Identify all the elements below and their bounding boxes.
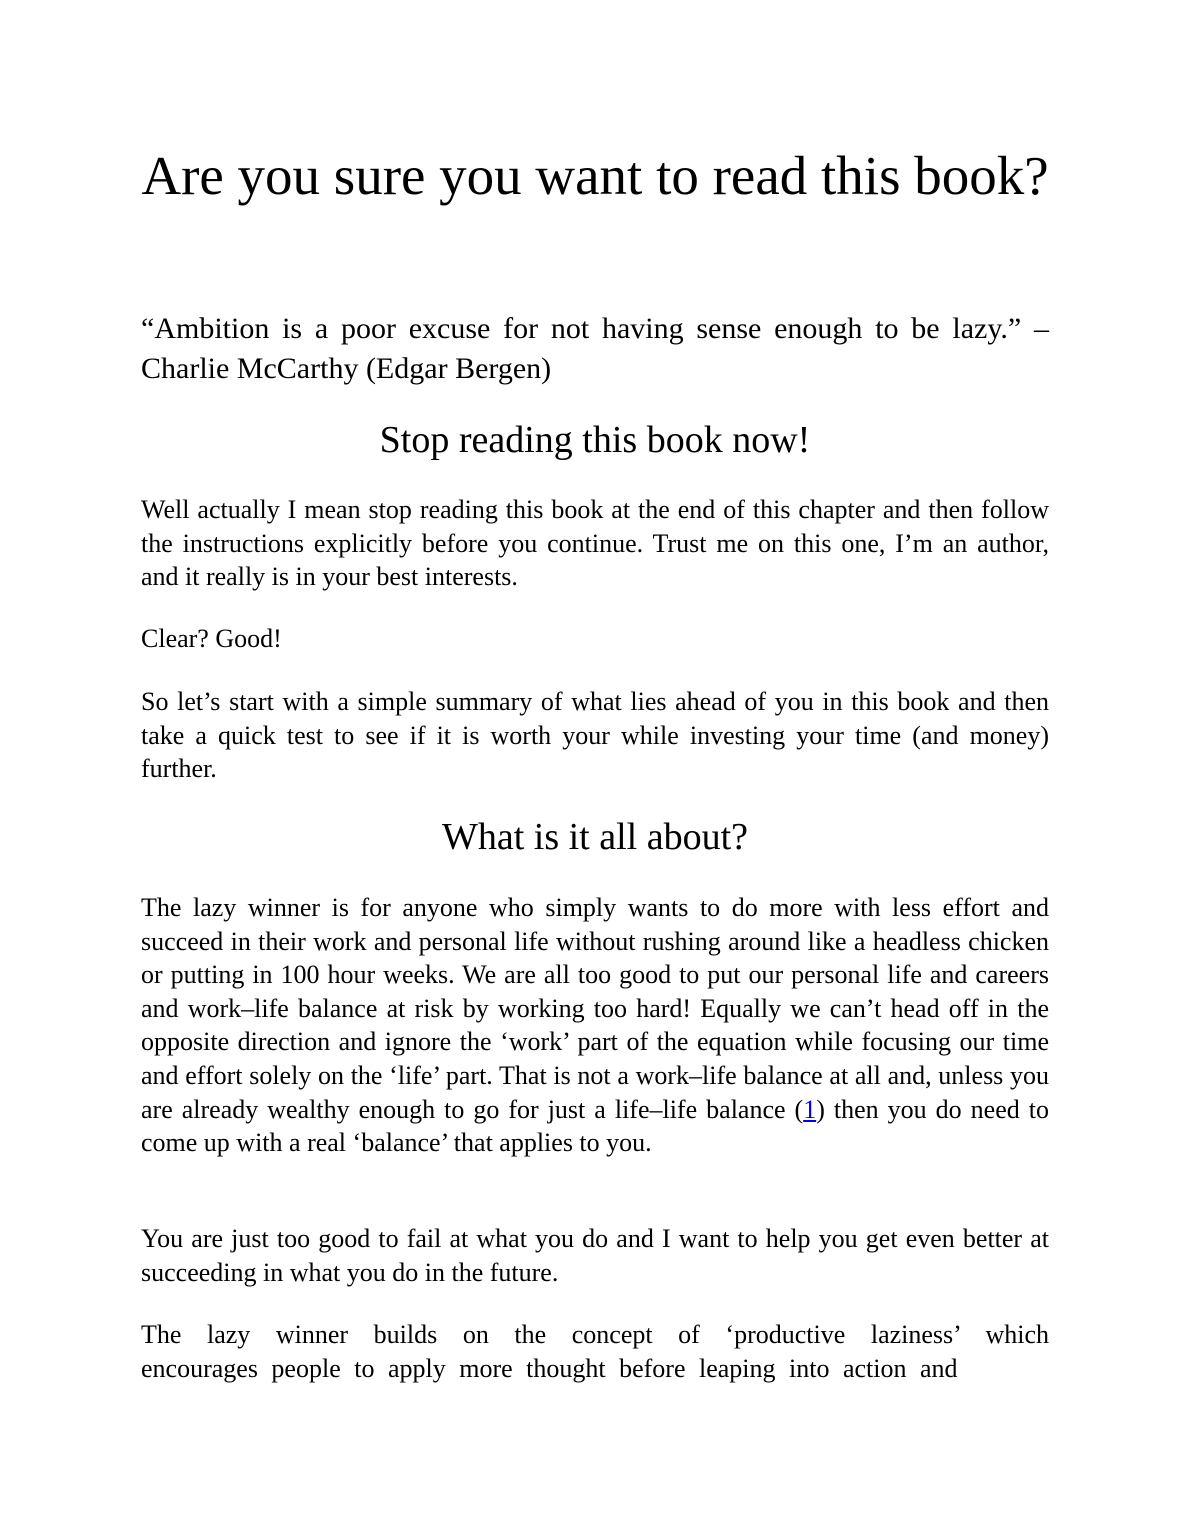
paragraph-text-after-link: ) then you do need to come up with a real ‘balance’ that applies to you. [141, 1094, 1049, 1158]
footnote-link[interactable]: 1 [803, 1094, 817, 1124]
paragraph-too-good: You are just too good to fail at what you do and I want to help you get even better at succeeding in what you do in the future. [141, 1224, 1049, 1287]
epigraph-quote: “Ambition is a poor excuse for not having sense enough to be lazy.” – Charlie McCarthy (Edgar Bergen) [141, 312, 1049, 385]
paragraph-lazy-winner-intro [141, 891, 1049, 1160]
paragraph-stop-reading: Well actually I mean stop reading this book at the end of this chapter and then follow the instructions explicitly before you continue. Trust me on this one, I’m an author, and it really is in your best interests. [141, 495, 1049, 592]
section-heading-stop-reading: Stop reading this book now! [379, 419, 811, 461]
paragraph-clear-good: Clear? Good! [141, 624, 282, 653]
paragraph-productive-laziness: The lazy winner builds on the concept of ‘productive laziness’ which encourages people to apply more thought before leaping into action and [141, 1320, 1049, 1383]
section-heading-what-about: What is it all about? [441, 816, 749, 858]
paragraph-summary: So let’s start with a simple summary of what lies ahead of you in this book and then take a quick test to see if it is worth your while investing your time (and money) further. [141, 687, 1049, 784]
paragraph-text-before-link: The lazy winner is for anyone who simply wants to do more with less effort and succeed in their work and personal life without rushing around like a headless chicken or putting in 100 hour weeks. We are all too good to put our personal life and careers and work–life balance at risk by working too hard! Equally we can’t head off in the opposite direction and ignore the ‘work’ part of the equation while focusing our time and effort solely on the ‘life’ part. That is not a work–life balance at all and, unless you are already wealthy enough to go for just a life–life balance ( [141, 893, 1049, 1124]
page-title: Are you sure you want to read this book? [141, 145, 1049, 206]
